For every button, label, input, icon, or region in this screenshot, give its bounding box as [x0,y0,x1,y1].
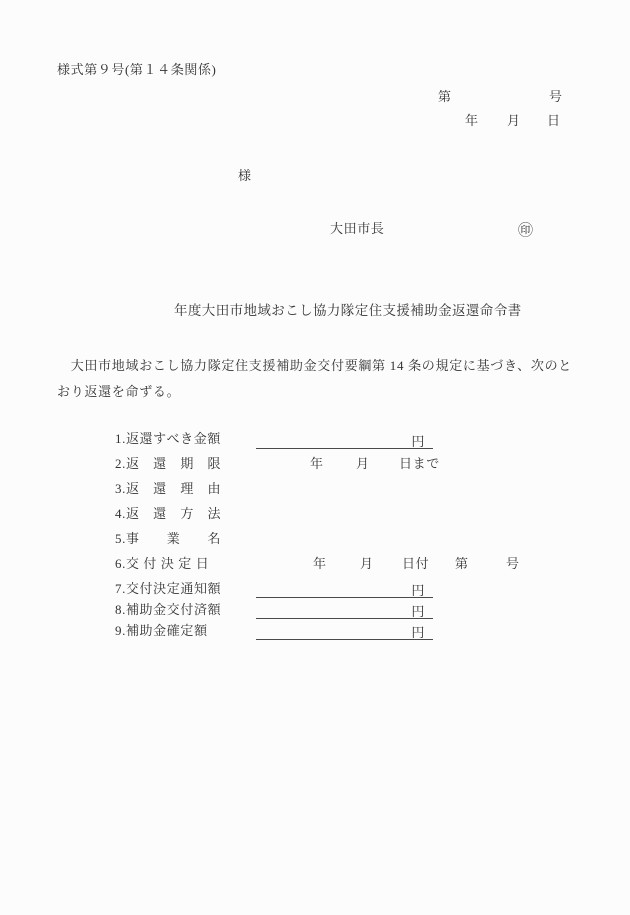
body-paragraph: 大田市地域おこし協力隊定住支援補助金交付要綱第 14 条の規定に基づき、次のとおり返還を命ずる。 [57,358,572,399]
item-2-month-label: 月 [356,456,370,471]
addressee-honorific: 様 [238,168,252,183]
issuer-title: 大田市長 [330,221,385,236]
page-title: 年度大田市地域おこし協力隊定住支援補助金返還命令書 [174,303,522,318]
issue-date-month-label: 月 [507,113,521,128]
issue-date-year-label: 年 [465,113,479,128]
item-6-number-suffix: 号 [506,556,520,571]
item-7-unit: 円 [411,583,425,598]
seal-mark-icon: ㊞ [518,223,534,239]
item-2-year-label: 年 [310,456,324,471]
item-6-year-label: 年 [313,556,327,571]
form-number-label: 様式第９号(第１４条関係) [57,62,217,77]
doc-number-suffix: 号 [549,89,563,104]
item-4-label: 4.返 還 方 法 [115,506,222,521]
item-8-label: 8.補助金交付済額 [115,602,222,617]
item-1-amount-blank [256,431,433,449]
item-6-label: 6.交 付 決 定 日 [115,556,210,571]
item-9-unit: 円 [411,625,425,640]
issue-date-day-label: 日 [547,113,561,128]
item-2-day-label: 日まで [399,456,440,471]
item-6-day-label: 日付 [402,556,430,571]
item-1-label: 1.返還すべき金額 [115,431,221,446]
item-2-label: 2.返 還 期 限 [115,456,222,471]
item-6-number-prefix: 第 [455,556,469,571]
item-8-unit: 円 [411,604,425,619]
item-3-label: 3.返 還 理 由 [115,481,222,496]
doc-number-prefix: 第 [438,89,452,104]
item-1-unit: 円 [411,434,425,449]
item-5-label: 5.事 業 名 [115,531,222,546]
item-9-amount-blank [256,622,433,640]
item-8-amount-blank [256,601,433,619]
item-7-amount-blank [256,580,433,598]
item-7-label: 7.交付決定通知額 [115,581,222,596]
item-6-month-label: 月 [360,556,374,571]
item-9-label: 9.補助金確定額 [115,623,208,638]
